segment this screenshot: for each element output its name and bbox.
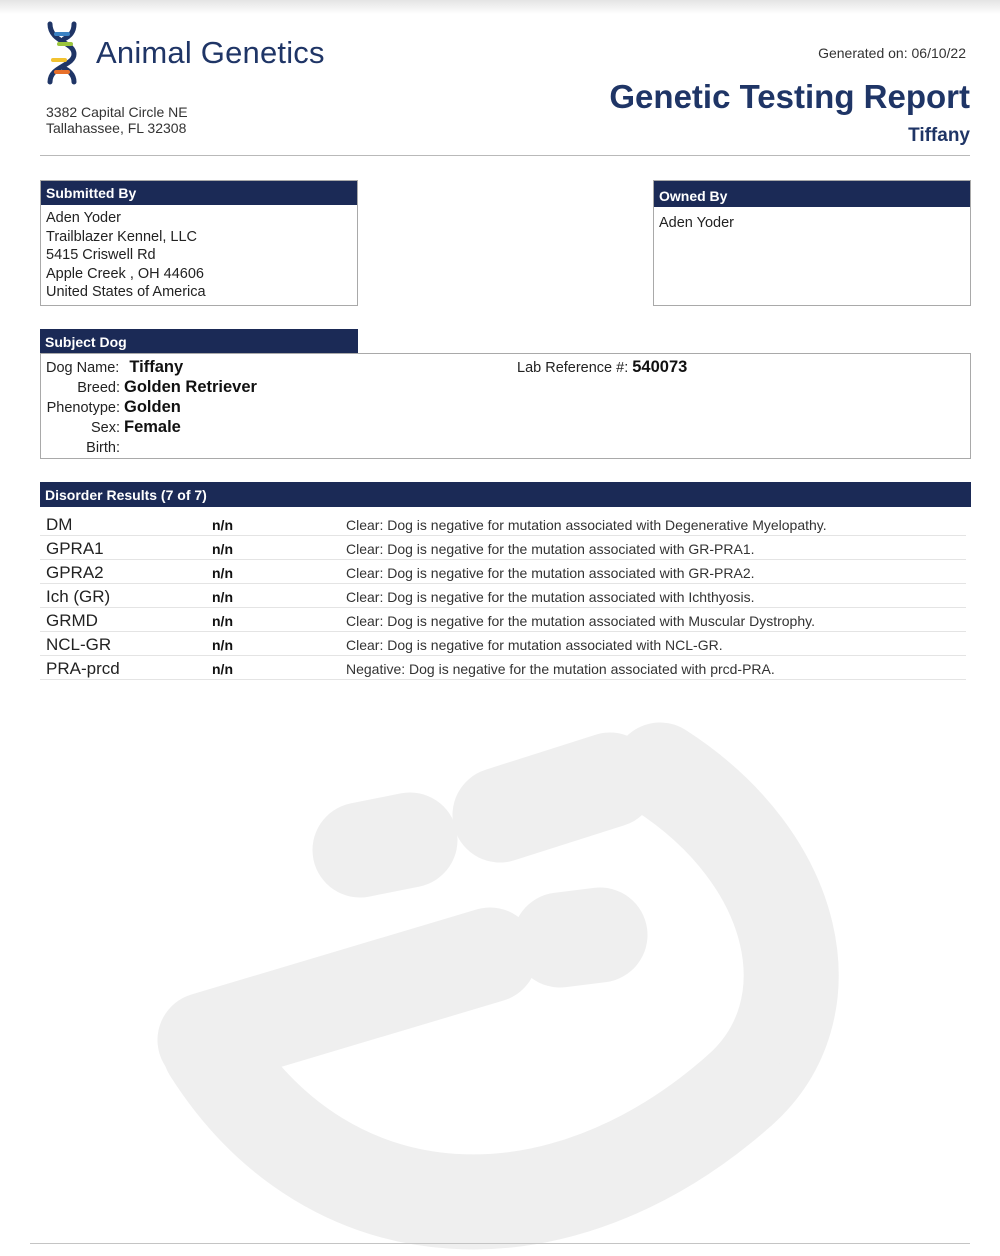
table-row	[40, 512, 966, 536]
dog-name-field	[46, 358, 183, 377]
generated-date: Generated on: 06/10/22	[818, 45, 966, 61]
owned-by-box	[653, 180, 971, 306]
breed-label: Breed:	[77, 380, 120, 396]
disorder-genotype: n/n	[212, 637, 233, 653]
table-row	[40, 584, 966, 608]
address-line: 3382 Capital Circle NE	[46, 104, 188, 120]
header-divider	[40, 155, 970, 156]
submitted-by-body	[41, 205, 357, 306]
disorder-genotype: n/n	[212, 589, 233, 605]
address-line: Tallahassee, FL 32308	[46, 120, 187, 136]
dna-helix-icon	[44, 20, 80, 86]
sex-label: Sex:	[90, 420, 120, 436]
subject-dog-heading: Subject Dog	[40, 329, 358, 354]
submitted-line: 5415 Criswell Rd	[46, 247, 156, 263]
submitted-by-heading: Submitted By	[41, 181, 357, 205]
sex-field	[46, 418, 181, 437]
disorder-description: Negative: Dog is negative for the mutation associated with prcd-PRA.	[346, 661, 775, 677]
sex-value: Female	[124, 418, 181, 436]
footer-divider	[30, 1243, 970, 1244]
disorder-name: GPRA1	[46, 539, 104, 558]
disorder-results-heading: Disorder Results (7 of 7)	[40, 482, 971, 507]
disorder-description: Clear: Dog is negative for mutation associated with NCL-GR.	[346, 637, 723, 653]
birth-label: Birth:	[86, 440, 120, 456]
table-row	[40, 632, 966, 656]
submitted-line: Apple Creek , OH 44606	[46, 265, 204, 282]
subject-dog-box	[40, 353, 971, 459]
disorder-name: GRMD	[46, 611, 98, 630]
submitted-by-box	[40, 180, 358, 306]
lab-reference-field	[517, 358, 687, 377]
dog-name-value: Tiffany	[129, 358, 184, 376]
brand-logo	[44, 20, 325, 86]
breed-value: Golden Retriever	[124, 378, 257, 396]
owned-by-heading: Owned By	[654, 181, 970, 207]
submitted-line: United States of America	[46, 284, 206, 300]
phenotype-label: Phenotype:	[46, 400, 120, 416]
disorder-description: Clear: Dog is negative for the mutation associated with GR-PRA2.	[346, 565, 755, 581]
disorder-name: Ich (GR)	[46, 587, 111, 606]
lab-address	[46, 104, 188, 136]
disorder-genotype: n/n	[212, 541, 233, 557]
report-subject-name: Tiffany	[908, 125, 970, 146]
breed-field	[46, 378, 257, 397]
disorder-description: Clear: Dog is negative for the mutation associated with GR-PRA1.	[346, 541, 755, 557]
disorder-description: Clear: Dog is negative for mutation associated with Degenerative Myelopathy.	[346, 517, 827, 533]
disorder-genotype: n/n	[212, 661, 233, 677]
disorder-name: PRA-prcd	[46, 659, 120, 678]
table-row	[40, 608, 966, 632]
submitted-line: Aden Yoder	[46, 210, 121, 226]
disorder-description: Clear: Dog is negative for the mutation associated with Ichthyosis.	[346, 589, 755, 605]
lab-reference-value: 540073	[632, 358, 688, 376]
disorder-name: GPRA2	[46, 563, 104, 582]
disorder-description: Clear: Dog is negative for the mutation associated with Muscular Dystrophy.	[346, 613, 815, 629]
birth-field	[46, 438, 124, 457]
disorder-results-table	[40, 512, 966, 680]
table-row	[40, 560, 966, 584]
disorder-name: DM	[46, 515, 73, 534]
disorder-genotype: n/n	[212, 613, 233, 629]
brand-name: Animal Genetics	[96, 35, 325, 70]
dog-name-label: Dog Name:	[46, 360, 120, 376]
disorder-name: NCL-GR	[46, 635, 112, 654]
owner-line: Aden Yoder	[659, 215, 734, 231]
phenotype-field	[46, 398, 181, 417]
owned-by-body	[654, 207, 970, 237]
disorder-genotype: n/n	[212, 517, 233, 533]
lab-reference-label: Lab Reference #:	[517, 360, 629, 376]
table-row	[40, 656, 966, 680]
submitted-line: Trailblazer Kennel, LLC	[46, 228, 197, 245]
table-row	[40, 536, 966, 560]
phenotype-value: Golden	[124, 398, 181, 416]
report-title: Genetic Testing Report	[609, 78, 970, 115]
disorder-genotype: n/n	[212, 565, 233, 581]
